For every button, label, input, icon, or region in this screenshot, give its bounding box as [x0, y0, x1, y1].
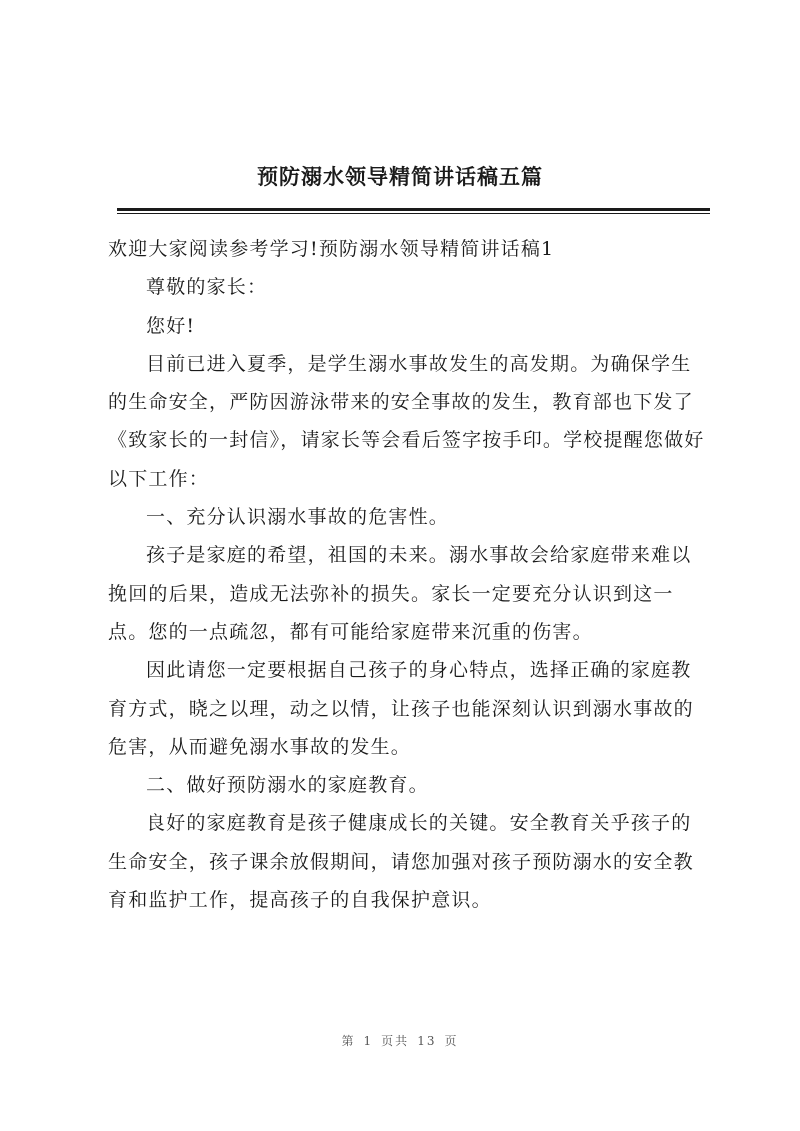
section-heading-1: 一、充分认识溺水事故的危害性。: [146, 506, 450, 529]
body-paragraph: 目前已进入夏季，是学生溺水事故发生的高发期。为确保学生的生命安全，严防因游泳带来的安全事故的发生，教育部也下发了《致家长的一封信》，请家长等会看后签字按手印。学校提醒您做好以下工作：: [108, 352, 705, 490]
intro-paragraph: 欢迎大家阅读参考学习!预防溺水领导精简讲话稿1: [108, 238, 555, 260]
greeting: 您好!: [146, 314, 196, 337]
document-title: 预防溺水领导精简讲话稿五篇: [257, 164, 543, 189]
footer-suffix: 页: [444, 1034, 459, 1048]
footer-current-page: 1: [363, 1034, 374, 1048]
section-heading-2: 二、做好预防溺水的家庭教育。: [146, 774, 429, 797]
page-footer: [0, 1032, 800, 1049]
footer-middle: 页共: [381, 1034, 410, 1048]
footer-prefix: 第: [341, 1034, 356, 1048]
document-body: [108, 230, 708, 919]
footer-total-pages: 13: [417, 1034, 437, 1048]
salutation: 尊敬的家长：: [146, 276, 268, 299]
title-divider-thick: [117, 208, 710, 211]
body-paragraph: 良好的家庭教育是孩子健康成长的关键。安全教育关乎孩子的生命安全，孩子课余放假期间，请您加强对孩子预防溺水的安全教育和监护工作，提高孩子的自我保护意识。: [108, 812, 694, 912]
title-divider-thin: [117, 213, 710, 214]
body-paragraph: 因此请您一定要根据自己孩子的身心特点，选择正确的家庭教育方式，晓之以理，动之以情，让孩子也能深刻认识到溺水事故的危害，从而避免溺水事故的发生。: [108, 659, 694, 758]
body-paragraph: 孩子是家庭的希望，祖国的未来。溺水事故会给家庭带来难以挽回的后果，造成无法弥补的损失。家长一定要充分认识到这一点。您的一点疏忽，都有可能给家庭带来沉重的伤害。: [108, 544, 692, 643]
